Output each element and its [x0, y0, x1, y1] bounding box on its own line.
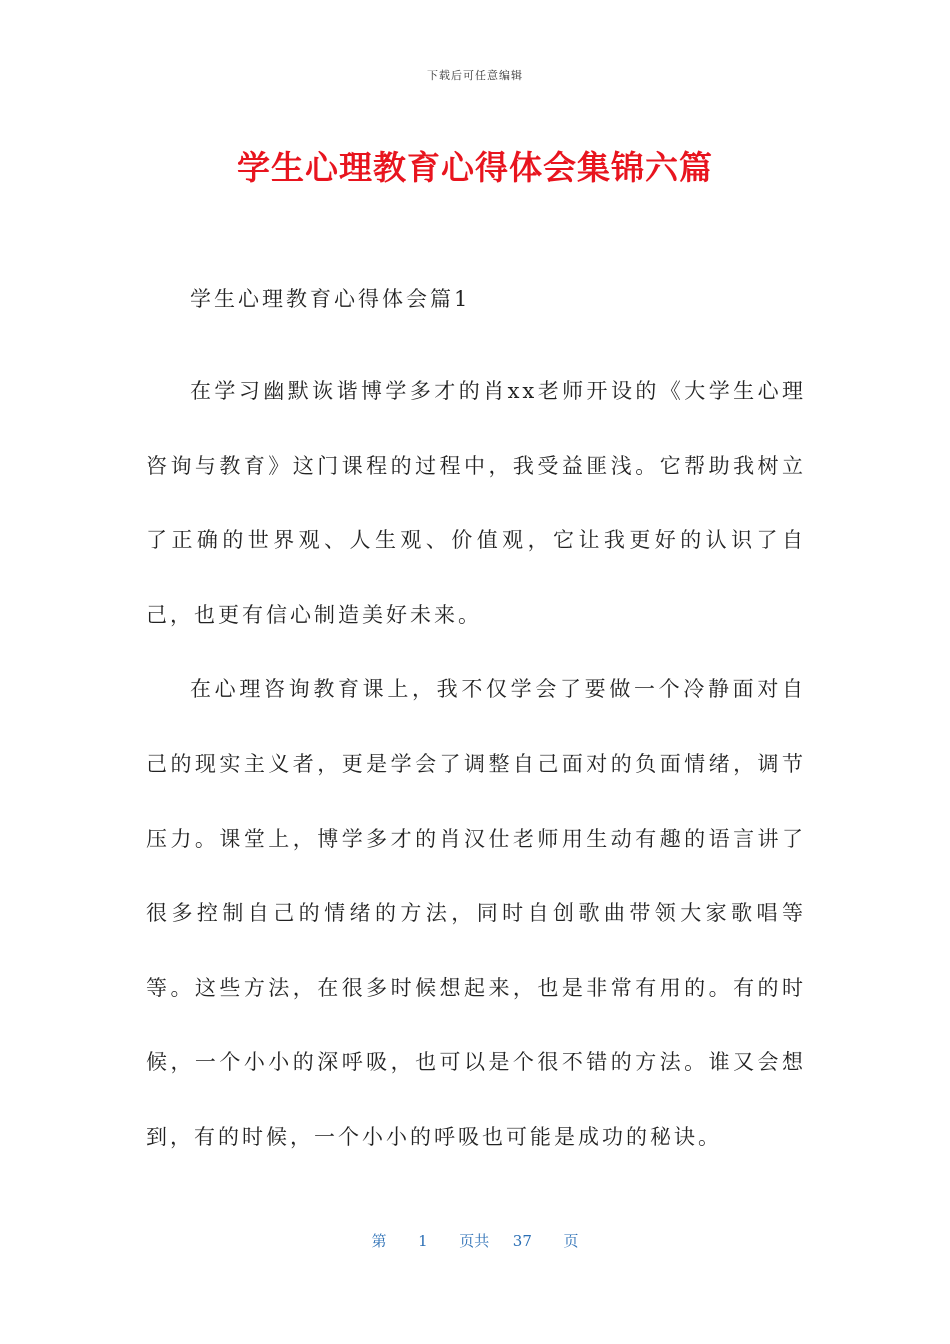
page-footer — [0, 1230, 950, 1251]
document-title: 学生心理教育心得体会集锦六篇 — [237, 148, 713, 187]
footer-total-pages: 37 — [512, 1232, 532, 1250]
footer-page-mid: 页共 — [459, 1232, 490, 1250]
footer-page-suffix: 页 — [563, 1232, 579, 1250]
header-note: 下载后可任意编辑 — [427, 69, 523, 82]
section-heading: 学生心理教育心得体会篇1 — [190, 287, 471, 311]
footer-page-prefix: 第 — [371, 1232, 387, 1250]
paragraph-1: 在学习幽默诙谐博学多才的肖xx老师开设的《大学生心理咨询与教育》这门课程的过程中，我受益匪浅。它帮助我树立了正确的世界观、人生观、价值观，它让我更好的认识了自己，也更有信心制造美好未来。 — [146, 379, 806, 627]
footer-current-page: 1 — [418, 1232, 428, 1250]
document-body — [146, 278, 806, 1175]
paragraph-2: 在心理咨询教育课上，我不仅学会了要做一个冷静面对自己的现实主义者，更是学会了调整自己面对的负面情绪，调节压力。课堂上，博学多才的肖汉仕老师用生动有趣的语言讲了很多控制自己的情绪的方法，同时自创歌曲带领大家歌唱等等。这些方法，在很多时候想起来，也是非常有用的。有的时候，一个小小的深呼吸，也可以是个很不错的方法。谁又会想到，有的时候，一个小小的呼吸也可能是成功的秘诀。 — [146, 677, 806, 1149]
